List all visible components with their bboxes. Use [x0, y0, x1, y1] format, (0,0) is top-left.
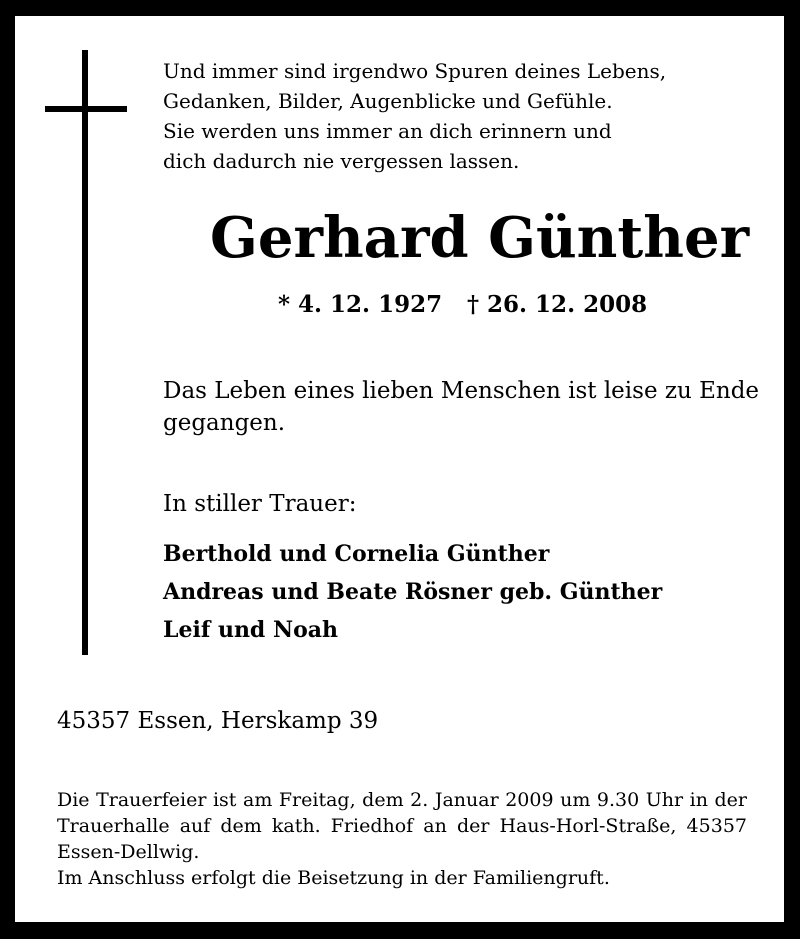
mourner-name: Berthold und Cornelia Günther: [163, 541, 550, 567]
death-date: † 26. 12. 2008: [467, 291, 648, 318]
verse-line: Gedanken, Bilder, Augenblicke und Gefühle.: [163, 89, 613, 113]
mourning-intro: In stiller Trauer:: [163, 491, 357, 517]
verse-line: dich dadurch nie vergessen lassen.: [163, 149, 520, 173]
service-line: Im Anschluss erfolgt die Beisetzung in der Familiengruft.: [57, 867, 610, 889]
family-address: 45357 Essen, Herskamp 39: [57, 708, 379, 734]
verse-line: Und immer sind irgendwo Spuren deines Lebens,: [163, 59, 667, 83]
service-line: Die Trauerfeier ist am Freitag, dem 2. Januar 2009 um 9.30 Uhr in der: [57, 789, 747, 811]
cross-vertical-bar: [82, 50, 88, 655]
birth-date: * 4. 12. 1927: [278, 291, 443, 318]
memorial-sentence: Das Leben eines lieben Menschen ist leise zu Ende gegangen.: [163, 378, 760, 436]
cross-horizontal-bar: [45, 106, 127, 112]
service-line: Essen-Dellwig.: [57, 841, 200, 863]
verse-line: Sie werden uns immer an dich erinnern und: [163, 119, 612, 143]
funeral-service-info: [57, 787, 747, 891]
mourner-name: Leif und Noah: [163, 617, 339, 643]
service-line: Trauerhalle auf dem kath. Friedhof an der Haus-Horl-Straße, 45357: [57, 815, 747, 837]
deceased-name: Gerhard Günther: [210, 205, 750, 271]
memorial-verse: [163, 56, 666, 176]
mourner-name: Andreas und Beate Rösner geb. Günther: [163, 579, 663, 605]
mourners-list: [163, 535, 662, 649]
